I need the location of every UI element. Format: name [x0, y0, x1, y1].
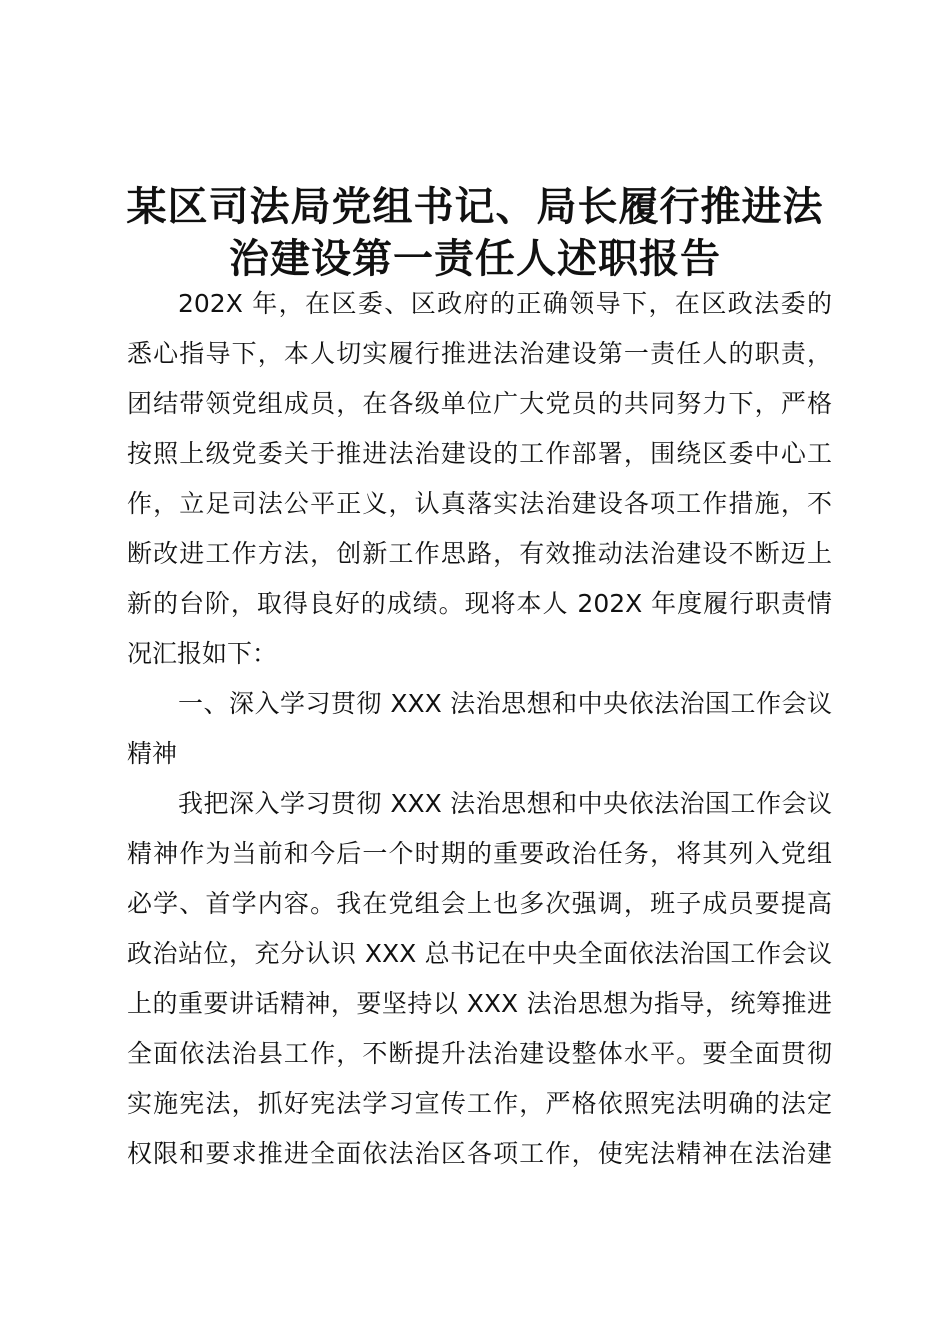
paragraph-2-line-6: 全面依法治县工作，不断提升法治建设整体水平。要全面贯彻: [127, 1039, 832, 1068]
paragraph-1-line-4: 按照上级党委关于推进法治建设的工作部署，围绕区委中心工: [127, 439, 832, 468]
paragraph-1-line-8: 况汇报如下：: [127, 639, 278, 668]
paragraph-2-line-5: 上的重要讲话精神，要坚持以 XXX 法治思想为指导，统筹推进: [127, 989, 832, 1018]
paragraph-1-line-5: 作，立足司法公平正义，认真落实法治建设各项工作措施，不: [127, 489, 832, 518]
paragraph-1-line-6: 断改进工作方法，创新工作思路，有效推动法治建设不断迈上: [127, 539, 832, 568]
section-heading-line-1: 一、深入学习贯彻 XXX 法治思想和中央依法治国工作会议: [178, 689, 832, 718]
paragraph-2-line-7: 实施宪法，抓好宪法学习宣传工作，严格依照宪法明确的法定: [127, 1089, 832, 1118]
paragraph-2-line-1: 我把深入学习贯彻 XXX 法治思想和中央依法治国工作会议: [178, 789, 832, 818]
document-title-line-2: 治建设第一责任人述职报告: [229, 235, 721, 282]
paragraph-2-line-2: 精神作为当前和今后一个时期的重要政治任务，将其列入党组: [127, 839, 832, 868]
section-heading-line-2: 精神: [127, 739, 178, 768]
paragraph-1-line-2: 悉心指导下，本人切实履行推进法治建设第一责任人的职责，: [127, 339, 832, 368]
paragraph-2-line-4: 政治站位，充分认识 XXX 总书记在中央全面依法治国工作会议: [127, 939, 832, 968]
paragraph-2-line-8: 权限和要求推进全面依法治区各项工作，使宪法精神在法治建: [127, 1139, 832, 1168]
paragraph-1-line-3: 团结带领党组成员，在各级单位广大党员的共同努力下，严格: [127, 389, 832, 418]
document-title-line-1: 某区司法局党组书记、局长履行推进法: [126, 183, 824, 230]
paragraph-1-line-1: 202X 年，在区委、区政府的正确领导下，在区政法委的: [178, 289, 832, 318]
paragraph-2-line-3: 必学、首学内容。我在党组会上也多次强调，班子成员要提高: [127, 889, 832, 918]
paragraph-1-line-7: 新的台阶，取得良好的成绩。现将本人 202X 年度履行职责情: [127, 589, 832, 618]
